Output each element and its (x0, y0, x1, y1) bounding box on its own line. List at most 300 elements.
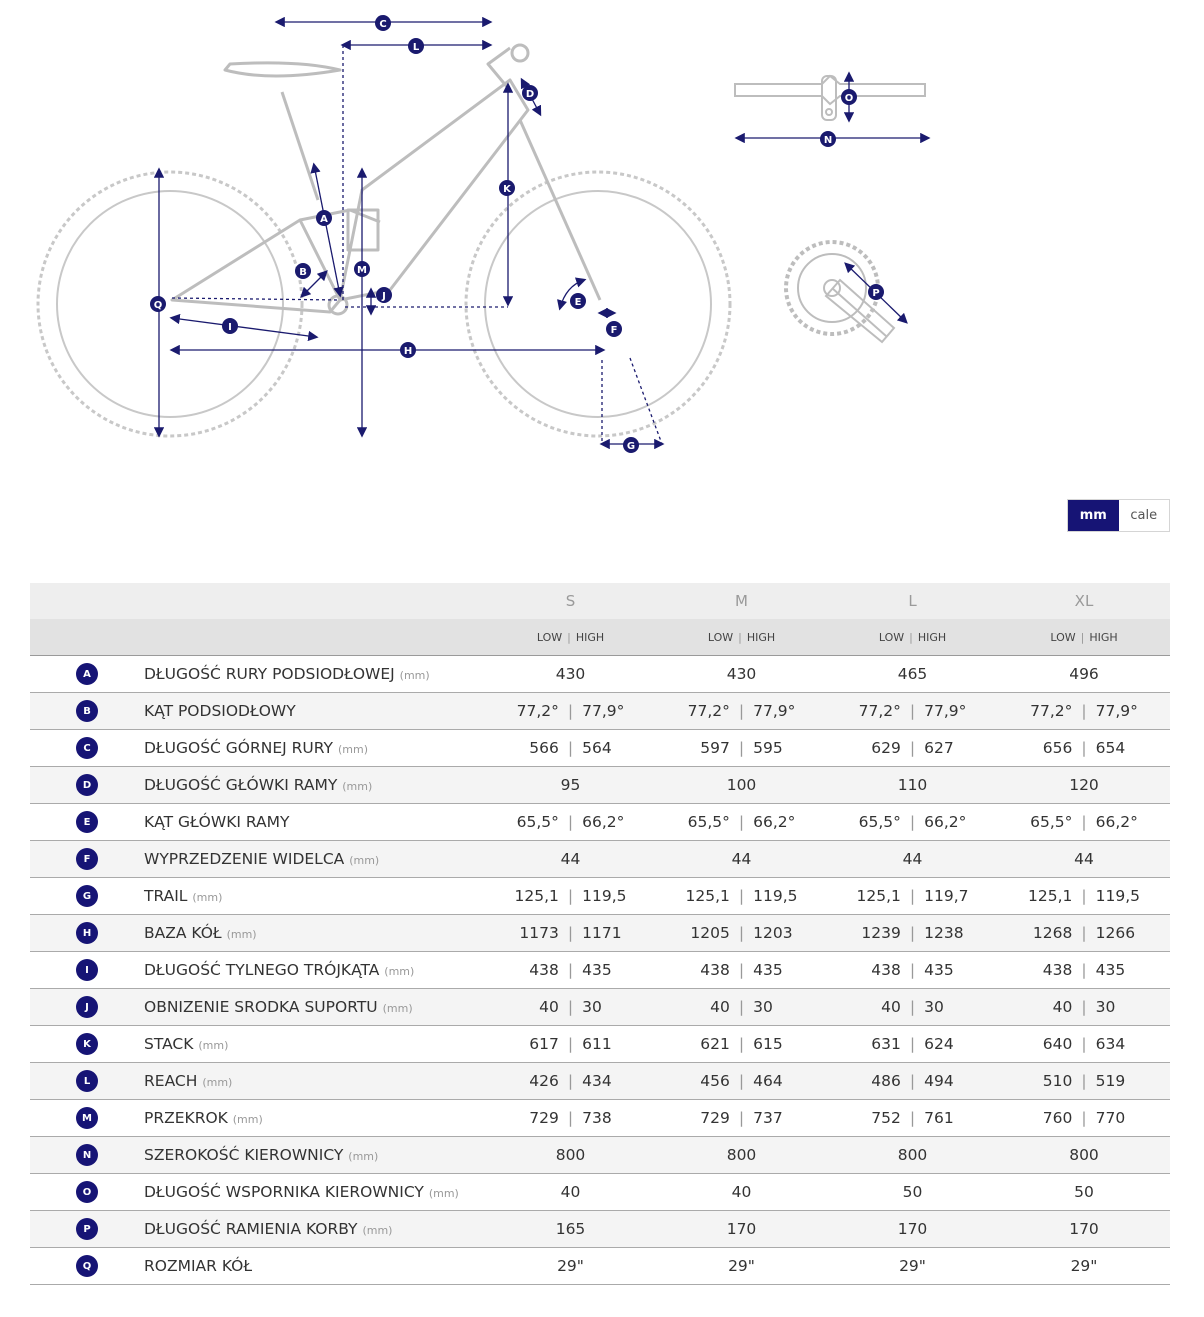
value-cell-xl (998, 1211, 1170, 1248)
value-cell-m (656, 1100, 827, 1137)
diagram-label-k: K (503, 184, 511, 195)
value-low: 486 (871, 1072, 901, 1090)
row-key-badge: G (76, 885, 98, 907)
row-badge-cell (30, 1100, 144, 1137)
table-row (30, 989, 1170, 1026)
row-key-badge: A (76, 663, 98, 685)
row-label-cell (144, 952, 485, 989)
low-label: LOW (1050, 630, 1076, 644)
value-low: 800 (726, 1146, 757, 1164)
separator: | (738, 630, 742, 644)
value-cell-s (485, 878, 656, 915)
value-high: 464 (753, 1072, 783, 1090)
value-cell-m (656, 1026, 827, 1063)
row-label-cell (144, 841, 485, 878)
separator: | (1081, 813, 1087, 831)
value-high: 770 (1095, 1109, 1126, 1127)
row-label: DŁUGOŚĆ RAMIENIA KORBY (144, 1220, 358, 1238)
separator: | (738, 1072, 745, 1090)
table-row (30, 1211, 1170, 1248)
value-high: 624 (924, 1035, 954, 1053)
row-key-badge: F (76, 848, 98, 870)
value-cell-xl (998, 841, 1170, 878)
separator: | (567, 887, 574, 905)
separator: | (1081, 1072, 1087, 1090)
value-cell-xl (998, 804, 1170, 841)
row-label-cell (144, 1211, 485, 1248)
value-low: 65,5° (1030, 813, 1073, 831)
separator: | (1081, 924, 1087, 942)
value-high: 435 (1095, 961, 1126, 979)
row-unit: (mm) (202, 1076, 233, 1089)
row-badge-cell (30, 952, 144, 989)
row-label: BAZA KÓŁ (144, 924, 222, 942)
value-cell-s (485, 841, 656, 878)
size-header-row (30, 583, 1170, 619)
value-cell-l (827, 1211, 998, 1248)
row-label-cell (144, 989, 485, 1026)
value-high: 595 (753, 739, 783, 757)
size-header-m: M (656, 583, 827, 619)
value-low: 510 (1042, 1072, 1073, 1090)
value-cell-l (827, 952, 998, 989)
row-key-badge: M (76, 1107, 98, 1129)
value-cell-m (656, 989, 827, 1026)
diagram-label-j: J (382, 291, 386, 302)
value-cell-l (827, 1063, 998, 1100)
value-high: 77,9° (582, 702, 625, 720)
value-high: 119,7 (924, 887, 969, 905)
value-low: 170 (897, 1220, 928, 1238)
separator: | (738, 887, 745, 905)
separator: | (738, 1109, 745, 1127)
value-cell-xl (998, 878, 1170, 915)
row-label-cell (144, 767, 485, 804)
value-high: 77,9° (924, 702, 967, 720)
table-row (30, 841, 1170, 878)
diagram-label-l: L (412, 42, 420, 53)
separator: | (567, 813, 574, 831)
value-high: 1171 (582, 924, 622, 942)
value-cell-s (485, 693, 656, 730)
separator: | (909, 887, 916, 905)
row-key-badge: B (76, 700, 98, 722)
value-low: 65,5° (858, 813, 901, 831)
value-low: 29" (728, 1257, 755, 1275)
value-cell-m (656, 915, 827, 952)
value-high: 1238 (924, 924, 964, 942)
value-low: 1239 (861, 924, 901, 942)
value-low: 438 (700, 961, 730, 979)
value-low: 1268 (1032, 924, 1073, 942)
value-high: 654 (1095, 739, 1126, 757)
value-low: 617 (529, 1035, 559, 1053)
separator: | (1081, 739, 1087, 757)
value-cell-m (656, 693, 827, 730)
separator: | (909, 702, 916, 720)
value-cell-l (827, 693, 998, 730)
value-cell-l (827, 1026, 998, 1063)
table-row (30, 952, 1170, 989)
diagram-label-d: D (525, 89, 535, 100)
table-row (30, 1063, 1170, 1100)
value-high: 761 (924, 1109, 954, 1127)
value-low: 656 (1042, 739, 1073, 757)
value-cell-s (485, 1211, 656, 1248)
row-badge-cell (30, 1026, 144, 1063)
low-high-header (827, 619, 998, 656)
value-cell-s (485, 952, 656, 989)
value-low: 170 (1069, 1220, 1099, 1238)
value-cell-l (827, 1248, 998, 1285)
diagram-label-p: P (872, 288, 880, 299)
value-cell-m (656, 952, 827, 989)
value-high: 77,9° (753, 702, 796, 720)
high-label: HIGH (746, 630, 776, 644)
row-key-badge: O (76, 1181, 98, 1203)
row-label: TRAIL (144, 887, 188, 905)
row-key-badge: L (76, 1070, 98, 1092)
value-high: 564 (582, 739, 612, 757)
front-wheel (466, 172, 730, 436)
value-high: 738 (582, 1109, 612, 1127)
separator: | (567, 924, 574, 942)
value-low: 40 (1052, 998, 1073, 1016)
row-label-cell (144, 693, 485, 730)
row-label-cell (144, 1026, 485, 1063)
value-cell-m (656, 1137, 827, 1174)
bike-geometry-diagram (0, 0, 1204, 480)
value-cell-s (485, 1100, 656, 1137)
value-low: 29" (899, 1257, 926, 1275)
row-unit: (mm) (382, 1002, 413, 1015)
value-low: 29" (1070, 1257, 1098, 1275)
row-label-cell (144, 1248, 485, 1285)
row-key-badge: C (76, 737, 98, 759)
value-cell-xl (998, 656, 1170, 693)
value-cell-l (827, 1100, 998, 1137)
row-unit: (mm) (226, 928, 257, 941)
value-cell-m (656, 878, 827, 915)
rear-wheel (38, 172, 302, 436)
value-cell-s (485, 1137, 656, 1174)
value-cell-m (656, 1248, 827, 1285)
value-low: 65,5° (516, 813, 559, 831)
separator: | (1081, 961, 1087, 979)
value-cell-m (656, 767, 827, 804)
separator: | (567, 1109, 574, 1127)
value-low: 760 (1042, 1109, 1073, 1127)
low-high-header-row (30, 619, 1170, 656)
value-low: 77,2° (687, 702, 730, 720)
row-key-badge: J (76, 996, 98, 1018)
value-cell-xl (998, 1063, 1170, 1100)
value-low: 438 (1042, 961, 1073, 979)
separator: | (1080, 630, 1085, 644)
value-low: 44 (1074, 850, 1094, 868)
row-label-cell (144, 730, 485, 767)
value-high: 119,5 (1095, 887, 1140, 905)
row-unit: (mm) (337, 743, 368, 756)
row-label-cell (144, 1063, 485, 1100)
diagram-label-i: I (228, 322, 232, 333)
unit-mm-button[interactable]: mm (1068, 500, 1119, 531)
value-cell-xl (998, 989, 1170, 1026)
value-cell-s (485, 730, 656, 767)
value-high: 66,2° (924, 813, 967, 831)
separator: | (738, 961, 745, 979)
row-label: REACH (144, 1072, 198, 1090)
value-low: 40 (560, 1183, 581, 1201)
low-label: LOW (878, 630, 905, 644)
row-badge-cell (30, 730, 144, 767)
row-badge-cell (30, 878, 144, 915)
high-label: HIGH (917, 630, 947, 644)
separator: | (1081, 1035, 1087, 1053)
value-cell-s (485, 1026, 656, 1063)
row-unit: (mm) (428, 1187, 459, 1200)
value-low: 465 (897, 665, 928, 683)
separator: | (567, 998, 574, 1016)
diagram-label-b: B (299, 267, 307, 278)
value-cell-xl (998, 915, 1170, 952)
row-unit: (mm) (342, 780, 373, 793)
separator: | (567, 739, 574, 757)
value-low: 40 (881, 998, 901, 1016)
row-key-badge: P (76, 1218, 98, 1240)
separator: | (738, 702, 745, 720)
value-high: 435 (582, 961, 612, 979)
row-label: WYPRZEDZENIE WIDELCA (144, 850, 345, 868)
value-low: 430 (555, 665, 586, 683)
table-row (30, 1174, 1170, 1211)
value-cell-xl (998, 952, 1170, 989)
table-row (30, 1248, 1170, 1285)
row-label-cell (144, 656, 485, 693)
header-spacer (30, 583, 144, 619)
table-row (30, 767, 1170, 804)
separator: | (909, 998, 916, 1016)
separator: | (567, 702, 574, 720)
header-spacer (30, 619, 144, 656)
table-row (30, 730, 1170, 767)
bike-frame (172, 45, 600, 314)
diagram-label-c: C (379, 19, 387, 30)
header-spacer (144, 583, 485, 619)
separator: | (738, 998, 745, 1016)
row-label: SZEROKOŚĆ KIEROWNICY (144, 1146, 344, 1164)
value-high: 634 (1095, 1035, 1126, 1053)
value-low: 430 (726, 665, 757, 683)
value-high: 66,2° (1095, 813, 1138, 831)
row-badge-cell (30, 915, 144, 952)
separator: | (567, 1072, 574, 1090)
value-cell-s (485, 989, 656, 1026)
table-row (30, 1026, 1170, 1063)
value-cell-s (485, 656, 656, 693)
value-high: 66,2° (753, 813, 796, 831)
separator: | (909, 630, 913, 644)
value-high: 77,9° (1095, 702, 1138, 720)
separator: | (909, 813, 916, 831)
value-cell-xl (998, 1137, 1170, 1174)
low-label: LOW (536, 630, 563, 644)
diagram-label-g: G (626, 441, 636, 452)
value-high: 627 (924, 739, 954, 757)
value-high: 737 (753, 1109, 783, 1127)
row-unit: (mm) (192, 891, 223, 904)
value-low: 438 (871, 961, 901, 979)
value-low: 456 (700, 1072, 730, 1090)
value-low: 77,2° (858, 702, 901, 720)
row-label-cell (144, 1100, 485, 1137)
row-label-cell (144, 915, 485, 952)
value-low: 120 (1069, 776, 1099, 794)
row-label: PRZEKROK (144, 1109, 228, 1127)
value-cell-m (656, 804, 827, 841)
value-cell-s (485, 1174, 656, 1211)
table-row (30, 1100, 1170, 1137)
value-cell-l (827, 656, 998, 693)
unit-inch-button[interactable]: cale (1119, 500, 1170, 531)
value-cell-m (656, 1211, 827, 1248)
value-high: 435 (924, 961, 954, 979)
row-key-badge: N (76, 1144, 98, 1166)
value-cell-l (827, 804, 998, 841)
row-badge-cell (30, 1248, 144, 1285)
value-high: 1266 (1095, 924, 1136, 942)
separator: | (1081, 998, 1087, 1016)
separator: | (567, 961, 574, 979)
diagram-label-e: E (574, 297, 582, 308)
separator: | (909, 924, 916, 942)
row-label-cell (144, 1137, 485, 1174)
value-low: 496 (1069, 665, 1099, 683)
row-unit: (mm) (349, 854, 380, 867)
table-row (30, 656, 1170, 693)
diagram-badges (150, 15, 884, 453)
value-low: 629 (871, 739, 901, 757)
separator: | (1081, 702, 1087, 720)
row-badge-cell (30, 841, 144, 878)
value-high: 611 (582, 1035, 612, 1053)
value-high: 435 (753, 961, 783, 979)
value-low: 44 (902, 850, 923, 868)
value-high: 615 (753, 1035, 783, 1053)
value-cell-xl (998, 767, 1170, 804)
value-cell-l (827, 1137, 998, 1174)
row-key-badge: Q (76, 1255, 98, 1277)
row-unit: (mm) (362, 1224, 393, 1237)
table-row (30, 693, 1170, 730)
value-cell-l (827, 1174, 998, 1211)
value-high: 519 (1095, 1072, 1126, 1090)
value-cell-m (656, 1063, 827, 1100)
value-cell-m (656, 656, 827, 693)
value-low: 44 (560, 850, 581, 868)
row-key-badge: E (76, 811, 98, 833)
value-low: 640 (1042, 1035, 1073, 1053)
row-label: DŁUGOŚĆ WSPORNIKA KIEROWNICY (144, 1183, 424, 1201)
row-badge-cell (30, 1063, 144, 1100)
unit-toggle (1067, 499, 1170, 532)
value-low: 165 (555, 1220, 586, 1238)
low-high-header (656, 619, 827, 656)
low-high-header (998, 619, 1170, 656)
value-low: 50 (1074, 1183, 1094, 1201)
row-badge-cell (30, 804, 144, 841)
separator: | (738, 739, 745, 757)
diagram-label-q: Q (153, 300, 163, 311)
row-badge-cell (30, 1211, 144, 1248)
row-label-cell (144, 878, 485, 915)
value-low: 50 (902, 1183, 923, 1201)
row-unit: (mm) (399, 669, 430, 682)
value-low: 125,1 (1028, 887, 1073, 905)
value-low: 752 (871, 1109, 901, 1127)
separator: | (909, 1109, 916, 1127)
value-high: 119,5 (753, 887, 798, 905)
value-low: 566 (529, 739, 559, 757)
value-low: 95 (560, 776, 581, 794)
diagram-label-f: F (610, 325, 618, 336)
value-high: 30 (924, 998, 944, 1016)
value-low: 426 (529, 1072, 559, 1090)
row-badge-cell (30, 989, 144, 1026)
separator: | (909, 961, 916, 979)
row-label-cell (144, 804, 485, 841)
value-cell-l (827, 767, 998, 804)
value-low: 29" (557, 1257, 584, 1275)
high-label: HIGH (1089, 630, 1118, 644)
low-high-header (485, 619, 656, 656)
value-low: 1173 (519, 924, 559, 942)
table-row (30, 1137, 1170, 1174)
value-low: 40 (539, 998, 559, 1016)
size-header-l: L (827, 583, 998, 619)
value-cell-xl (998, 730, 1170, 767)
value-cell-m (656, 1174, 827, 1211)
value-low: 100 (726, 776, 757, 794)
diagram-label-a: A (320, 214, 328, 225)
handlebar-drawing (735, 76, 925, 120)
value-low: 40 (731, 1183, 752, 1201)
value-low: 170 (726, 1220, 757, 1238)
value-low: 631 (871, 1035, 901, 1053)
row-label: DŁUGOŚĆ TYLNEGO TRÓJKĄTA (144, 961, 380, 979)
separator: | (738, 813, 745, 831)
value-cell-m (656, 730, 827, 767)
table-row (30, 915, 1170, 952)
row-label: ROZMIAR KÓŁ (144, 1257, 253, 1275)
row-badge-cell (30, 1174, 144, 1211)
value-cell-xl (998, 1248, 1170, 1285)
row-label-cell (144, 1174, 485, 1211)
value-high: 119,5 (582, 887, 627, 905)
value-cell-s (485, 767, 656, 804)
row-label: DŁUGOŚĆ GÓRNEJ RURY (144, 739, 334, 757)
value-cell-xl (998, 1174, 1170, 1211)
size-header-xl: XL (998, 583, 1170, 619)
row-label: STACK (144, 1035, 194, 1053)
value-cell-l (827, 989, 998, 1026)
row-unit: (mm) (348, 1150, 379, 1163)
separator: | (909, 1035, 916, 1053)
separator: | (1081, 887, 1087, 905)
row-badge-cell (30, 767, 144, 804)
separator: | (567, 1035, 574, 1053)
row-label: DŁUGOŚĆ RURY PODSIODŁOWEJ (144, 665, 395, 683)
